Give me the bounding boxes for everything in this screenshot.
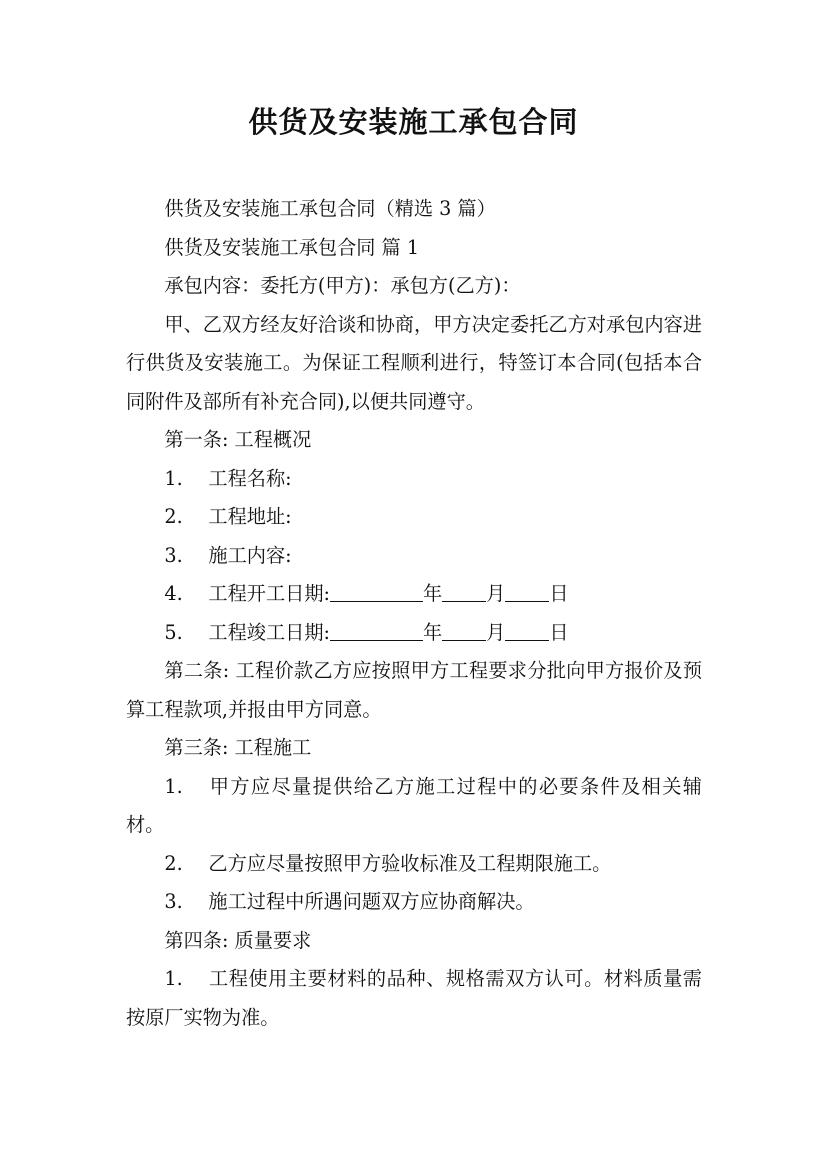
article-3-item-2 [126,845,702,884]
item-number: 2. [164,505,183,528]
article-1-item-2 [126,498,702,537]
item-number: 3. [164,543,183,567]
intro-paragraph: 甲、乙双方经友好洽谈和协商，甲方决定委托乙方对承包内容进行供货及安装施工。为保证工程顺利进行，特签订本合同(包括本合同附件及部所有补充合同),以便共同遵守。 [126,312,703,413]
item-text: 工程使用主要材料的品种、规格需双方认可。材料质量需按原厂实物为准。 [126,967,702,1029]
document-title: 供货及安装施工承包合同 [248,105,579,139]
article-1-item-4 [126,575,702,614]
item-number: 1. [164,774,183,798]
year-label: 年 [422,582,443,605]
month-blank [442,581,486,602]
subtitle-line: 供货及安装施工承包合同（精选 3 篇） [164,197,496,220]
article-1-item-5 [126,614,702,653]
item-text: 工程竣工日期: [208,620,330,644]
day-blank [505,581,549,602]
month-blank [442,620,486,641]
year-blank [330,581,423,602]
item-number: 2. [164,851,183,875]
year-blank [330,620,423,641]
month-label: 月 [486,620,506,644]
article-1-item-3 [126,537,702,576]
document-body [126,190,702,1037]
year-label: 年 [422,620,443,644]
month-label: 月 [486,582,506,605]
item-text: 施工过程中所遇问题双方应协商解决。 [208,890,535,913]
part-heading: 供货及安装施工承包合同 篇 1 [164,235,420,259]
article-1-item-1 [126,460,702,499]
item-number: 1. [164,967,183,990]
day-blank [505,620,549,641]
item-number: 3. [164,890,183,913]
article-4-item-1 [126,960,702,1037]
item-text: 甲方应尽量提供给乙方施工过程中的必要条件及相关辅材。 [126,774,702,836]
day-label: 日 [549,582,569,605]
parties-line: 承包内容：委托方(甲方)：承包方(乙方)： [164,274,521,297]
day-label: 日 [549,620,569,644]
item-number: 5. [164,620,183,644]
item-text: 工程地址: [208,505,292,528]
article-1-heading: 第一条: 工程概况 [164,428,312,451]
item-number: 1. [164,466,183,490]
item-text: 乙方应尽量按照甲方验收标准及工程期限施工。 [208,851,612,875]
item-number: 4. [164,582,183,605]
article-3-heading: 第三条: 工程施工 [164,736,312,759]
article-4-heading: 第四条: 质量要求 [164,928,312,952]
article-2-paragraph: 第二条: 工程价款乙方应按照甲方工程要求分批向甲方报价及预算工程款项,并报由甲方同意。 [126,659,702,721]
item-text: 工程名称: [208,466,292,490]
item-text: 工程开工日期: [208,582,330,605]
article-3-item-1 [126,768,702,845]
item-text: 施工内容: [208,543,292,567]
article-3-item-3 [126,883,702,922]
